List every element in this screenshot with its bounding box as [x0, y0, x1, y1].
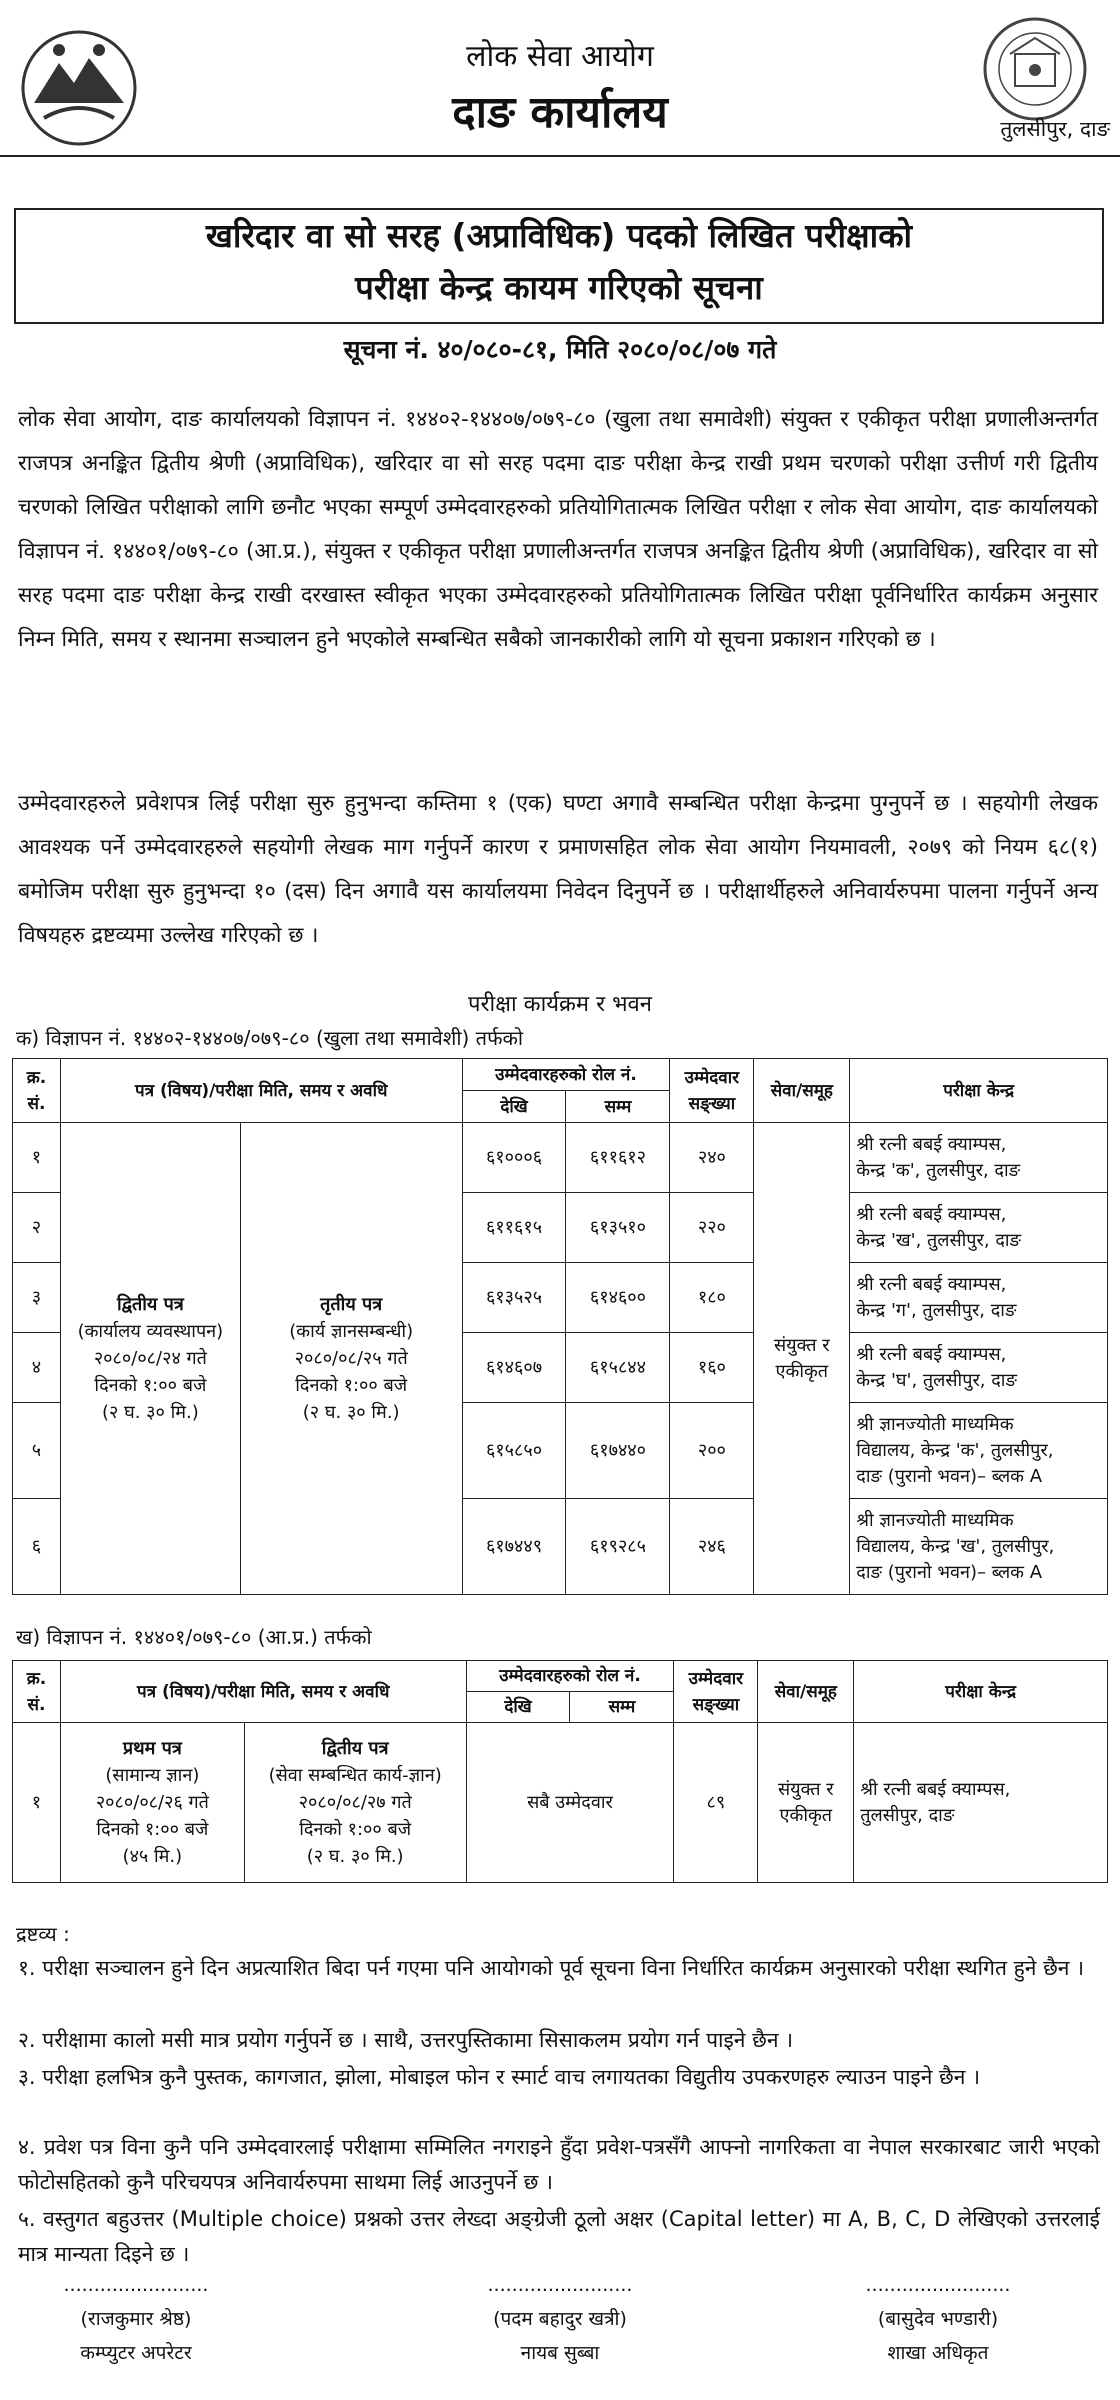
note-item: २. परीक्षामा कालो मसी मात्र प्रयोग गर्नुपर्ने छ । साथै, उत्तरपुस्तिकामा सिसाकलम प्रयोग गर्न पाइने छैन । — [18, 2028, 794, 2052]
signature-block — [430, 2268, 690, 2370]
cell-sn: ५ — [13, 1403, 61, 1499]
cell-service: संयुक्त र एकीकृत — [758, 1723, 854, 1883]
cell-count: २४६ — [670, 1499, 754, 1595]
cell-sn: १ — [13, 1123, 61, 1193]
signature-block — [6, 2268, 266, 2370]
header-sn: क्र. सं. — [13, 1661, 61, 1723]
paragraph-intro: लोक सेवा आयोग, दाङ कार्यालयको विज्ञापन नं. १४४०२-१४४०७/०७९-८० (खुला तथा समावेशी) संयुक्त र एकीकृत परीक्षा प्रणालीअन्तर्गत राजपत्र अनङ्कित द्वितीय श्रेणी (अप्राविधिक), खरिदार वा सो सरह पदमा दाङ परीक्षा केन्द्र राखी प्रथम चरणको परीक्षा उत्तीर्ण गरी द्वितीय चरणको लिखित परीक्षाको लागि छनौट भएका सम्पूर्ण उम्मेदवारहरुको प्रतियोगितात्मक लिखित परीक्षा र लोक सेवा आयोग, दाङ कार्यालयको विज्ञापन नं. १४४०१/०७९-८० (आ.प्र.), संयुक्त र एकीकृत परीक्षा प्रणालीअन्तर्गत राजपत्र अनङ्कित द्वितीय श्रेणी (अप्राविधिक), खरिदार वा सो सरह पदमा दाङ परीक्षा केन्द्र राखी दरखास्त स्वीकृत भएका उम्मेदवारहरुको प्रतियोगितात्मक लिखित परीक्षा पूर्वनिर्धारित कार्यक्रम अनुसार निम्न मिति, समय र स्थानमा सञ्चालन हुने भएकोले सम्बन्धित सबैको जानकारीको लागि यो सूचना प्रकाशन गरिएको छ । — [18, 407, 1098, 652]
paper2-cell — [244, 1723, 466, 1883]
cell-count: १८० — [670, 1263, 754, 1333]
paper-title: प्रथम पत्र — [122, 1738, 182, 1759]
schedule-table-a — [12, 1058, 1108, 1595]
notice-title-line1: खरिदार वा सो सरह (अप्राविधिक) पदको लिखित परीक्षाको — [205, 216, 913, 255]
header-roll: उम्मेदवारहरुको रोल नं. — [462, 1059, 670, 1091]
paper-title: द्वितीय पत्र — [116, 1294, 184, 1315]
note-item: ५. वस्तुगत बहुउत्तर (Multiple choice) प्रश्नको उत्तर लेख्दा अङ्ग्रेजी ठूलो अक्षर (Capital letter) मा A, B, C, D लेखिएको उत्तरलाई मात्र मान्यता दिइने छ । — [18, 2207, 1100, 2266]
cell-roll-all: सबै उम्मेदवार — [466, 1723, 674, 1883]
center-line: श्री ज्ञानज्योती माध्यमिक — [856, 1413, 1014, 1435]
notes-heading: द्रष्टव्य : — [16, 1922, 70, 1946]
signatory-name: (पदम बहादुर खत्री) — [493, 2308, 627, 2330]
center-line: दाङ (पुरानो भवन)– ब्लक A — [856, 1465, 1043, 1487]
paper-duration: (२ घ. ३० मि.) — [306, 1846, 404, 1867]
note-item: १. परीक्षा सञ्चालन हुने दिन अप्रत्याशित बिदा पर्न गएमा पनि आयोगको पूर्व सूचना विना निर्धारित कार्यक्रम अनुसारको परीक्षा स्थगित हुने छैन । — [18, 1956, 1085, 1980]
office-name: दाङ कार्यालय — [452, 87, 668, 138]
paper-duration: (२ घ. ३० मि.) — [101, 1402, 199, 1423]
center-line: केन्द्र 'क', तुलसीपुर, दाङ — [856, 1159, 1021, 1181]
center-line: विद्यालय, केन्द्र 'क', तुलसीपुर, — [856, 1439, 1054, 1461]
cell-roll-to: ६१९२८५ — [566, 1499, 670, 1595]
paper-date: २०८०/०८/२६ गते — [95, 1792, 209, 1813]
table-row — [13, 1123, 1108, 1193]
center-line: श्री रत्नी बबई क्याम्पस, — [856, 1203, 1007, 1225]
cell-center — [850, 1333, 1108, 1403]
paper3-cell — [240, 1123, 462, 1595]
cell-count: २२० — [670, 1193, 754, 1263]
cell-roll-from: ६११६१५ — [462, 1193, 566, 1263]
center-line: श्री रत्नी बबई क्याम्पस, — [856, 1273, 1007, 1295]
signatory-role: कम्प्युटर अपरेटर — [80, 2342, 192, 2364]
cell-roll-to: ६११६१२ — [566, 1123, 670, 1193]
center-line: श्री रत्नी बबई क्याम्पस, — [860, 1778, 1011, 1800]
cell-count: २०० — [670, 1403, 754, 1499]
header-count: उम्मेदवार सङ्ख्या — [670, 1059, 754, 1123]
signatory-role: शाखा अधिकृत — [887, 2342, 989, 2364]
cell-roll-to: ६१३५१० — [566, 1193, 670, 1263]
paragraph-instructions: उम्मेदवारहरुले प्रवेशपत्र लिई परीक्षा सुरु हुनुभन्दा कम्तिमा १ (एक) घण्टा अगावै सम्बन्धित परीक्षा केन्द्रमा पुग्नुपर्ने छ । सहयोगी लेखक आवश्यक पर्ने उम्मेदवारहरुले सहयोगी लेखक माग गर्नुपर्ने कारण र प्रमाणसहित लोक सेवा आयोग नियमावली, २०७९ को नियम ६८(१) बमोजिम परीक्षा सुरु हुनुभन्दा १० (दस) दिन अगावै यस कार्यालयमा निवेदन दिनुपर्ने छ । परीक्षार्थीहरुले अनिवार्यरुपमा पालना गर्नुपर्ने अन्य विषयहरु द्रष्टव्यमा उल्लेख गरिएको छ । — [18, 791, 1098, 948]
table-row — [13, 1723, 1108, 1883]
signatory-name: (बासुदेव भण्डारी) — [877, 2308, 999, 2330]
cell-center — [850, 1403, 1108, 1499]
paper-title: द्वितीय पत्र — [321, 1738, 389, 1759]
center-line: श्री ज्ञानज्योती माध्यमिक — [856, 1509, 1014, 1531]
paper-subject: (सेवा सम्बन्धित कार्य-ज्ञान) — [268, 1765, 442, 1786]
center-line: तुलसीपुर, दाङ — [860, 1804, 955, 1826]
note-item: ४. प्रवेश पत्र विना कुनै पनि उम्मेदवारलाई परीक्षामा सम्मिलित नगराइने हुँदा प्रवेश-पत्रसँगै आफ्नो नागरिकता वा नेपाल सरकारबाट जारी भएको फोटोसहितको कुनै परिचयपत्र अनिवार्यरुपमा साथमा लिई आउनुपर्ने छ । — [18, 2135, 1100, 2194]
signature-line: ........................ — [865, 2274, 1011, 2296]
header-center: परीक्षा केन्द्र — [854, 1661, 1108, 1723]
header-from: देखि — [466, 1692, 570, 1723]
header-roll: उम्मेदवारहरुको रोल नं. — [466, 1661, 674, 1692]
cell-roll-from: ६१५८५० — [462, 1403, 566, 1499]
signature-line: ........................ — [63, 2274, 209, 2296]
center-line: केन्द्र 'ख', तुलसीपुर, दाङ — [856, 1229, 1022, 1251]
header-paper: पत्र (विषय)/परीक्षा मिति, समय र अवधि — [60, 1059, 462, 1123]
cell-center — [850, 1499, 1108, 1595]
cell-count: १६० — [670, 1333, 754, 1403]
header-divider — [0, 155, 1120, 157]
paper-time: दिनको १:०० बजे — [295, 1375, 408, 1396]
paper-duration: (४५ मि.) — [122, 1846, 183, 1867]
section-b-label: ख) विज्ञापन नं. १४४०१/०७९-८० (आ.प्र.) तर्फको — [16, 1625, 372, 1649]
schedule-title: परीक्षा कार्यक्रम र भवन — [468, 992, 652, 1017]
cell-center — [854, 1723, 1108, 1883]
cell-sn: ३ — [13, 1263, 61, 1333]
cell-roll-from: ६१७४४९ — [462, 1499, 566, 1595]
signatory-name: (राजकुमार श्रेष्ठ) — [80, 2308, 192, 2330]
header-to: सम्म — [570, 1692, 674, 1723]
cell-sn: ४ — [13, 1333, 61, 1403]
center-line: विद्यालय, केन्द्र 'ख', तुलसीपुर, — [856, 1535, 1055, 1557]
cell-service: संयुक्त र एकीकृत — [754, 1123, 850, 1595]
paper-time: दिनको १:०० बजे — [94, 1375, 207, 1396]
office-location: तुलसीपुर, दाङ — [1000, 117, 1110, 141]
notice-number: सूचना नं. ४०/०८०-८१, मिति २०८०/०८/०७ गते — [343, 335, 777, 364]
cell-center — [850, 1123, 1108, 1193]
cell-sn: २ — [13, 1193, 61, 1263]
center-line: दाङ (पुरानो भवन)– ब्लक A — [856, 1561, 1043, 1583]
section-a-label: क) विज्ञापन नं. १४४०२-१४४०७/०७९-८० (खुला तथा समावेशी) तर्फको — [16, 1026, 524, 1050]
header-paper: पत्र (विषय)/परीक्षा मिति, समय र अवधि — [60, 1661, 466, 1723]
paper-subject: (कार्य ज्ञानसम्बन्धी) — [289, 1321, 414, 1342]
center-line: केन्द्र 'घ', तुलसीपुर, दाङ — [856, 1369, 1017, 1391]
paper-title: तृतीय पत्र — [320, 1294, 383, 1315]
header-center: परीक्षा केन्द्र — [850, 1059, 1108, 1123]
cell-roll-from: ६१०००६ — [462, 1123, 566, 1193]
cell-count: २४० — [670, 1123, 754, 1193]
paper-subject: (कार्यालय व्यवस्थापन) — [77, 1321, 224, 1342]
paper1-cell — [60, 1723, 244, 1883]
schedule-table-b — [12, 1660, 1108, 1883]
notice-title-line2: परीक्षा केन्द्र कायम गरिएको सूचना — [355, 268, 763, 307]
org-name: लोक सेवा आयोग — [466, 39, 654, 74]
cell-count: ८९ — [674, 1723, 758, 1883]
notice-title-box — [14, 208, 1104, 324]
header-from: देखि — [462, 1091, 566, 1123]
header-to: सम्म — [566, 1091, 670, 1123]
center-line: श्री रत्नी बबई क्याम्पस, — [856, 1343, 1007, 1365]
cell-roll-from: ६१३५२५ — [462, 1263, 566, 1333]
header-sn: क्र. सं. — [13, 1059, 61, 1123]
cell-sn: ६ — [13, 1499, 61, 1595]
center-line: श्री रत्नी बबई क्याम्पस, — [856, 1133, 1007, 1155]
cell-roll-from: ६१४६०७ — [462, 1333, 566, 1403]
cell-sn: १ — [13, 1723, 61, 1883]
header-service: सेवा/समूह — [754, 1059, 850, 1123]
paper2-cell — [60, 1123, 240, 1595]
cell-roll-to: ६१५८४४ — [566, 1333, 670, 1403]
signature-line: ........................ — [487, 2274, 633, 2296]
signature-block — [808, 2268, 1068, 2370]
paper-date: २०८०/०८/२४ गते — [93, 1348, 207, 1369]
paper-date: २०८०/०८/२५ गते — [294, 1348, 408, 1369]
cell-center — [850, 1263, 1108, 1333]
paper-time: दिनको १:०० बजे — [299, 1819, 412, 1840]
paper-subject: (सामान्य ज्ञान) — [105, 1765, 200, 1786]
cell-roll-to: ६१४६०० — [566, 1263, 670, 1333]
header-service: सेवा/समूह — [758, 1661, 854, 1723]
paper-time: दिनको १:०० बजे — [96, 1819, 209, 1840]
center-line: केन्द्र 'ग', तुलसीपुर, दाङ — [856, 1299, 1017, 1321]
paper-duration: (२ घ. ३० मि.) — [302, 1402, 400, 1423]
paper-date: २०८०/०८/२७ गते — [298, 1792, 412, 1813]
note-item: ३. परीक्षा हलभित्र कुनै पुस्तक, कागजात, झोला, मोबाइल फोन र स्मार्ट वाच लगायतका विद्युतीय उपकरणहरु ल्याउन पाइने छैन । — [18, 2065, 981, 2089]
cell-center — [850, 1193, 1108, 1263]
header-count: उम्मेदवार सङ्ख्या — [674, 1661, 758, 1723]
cell-roll-to: ६१७४४० — [566, 1403, 670, 1499]
signatory-role: नायब सुब्बा — [520, 2342, 600, 2364]
